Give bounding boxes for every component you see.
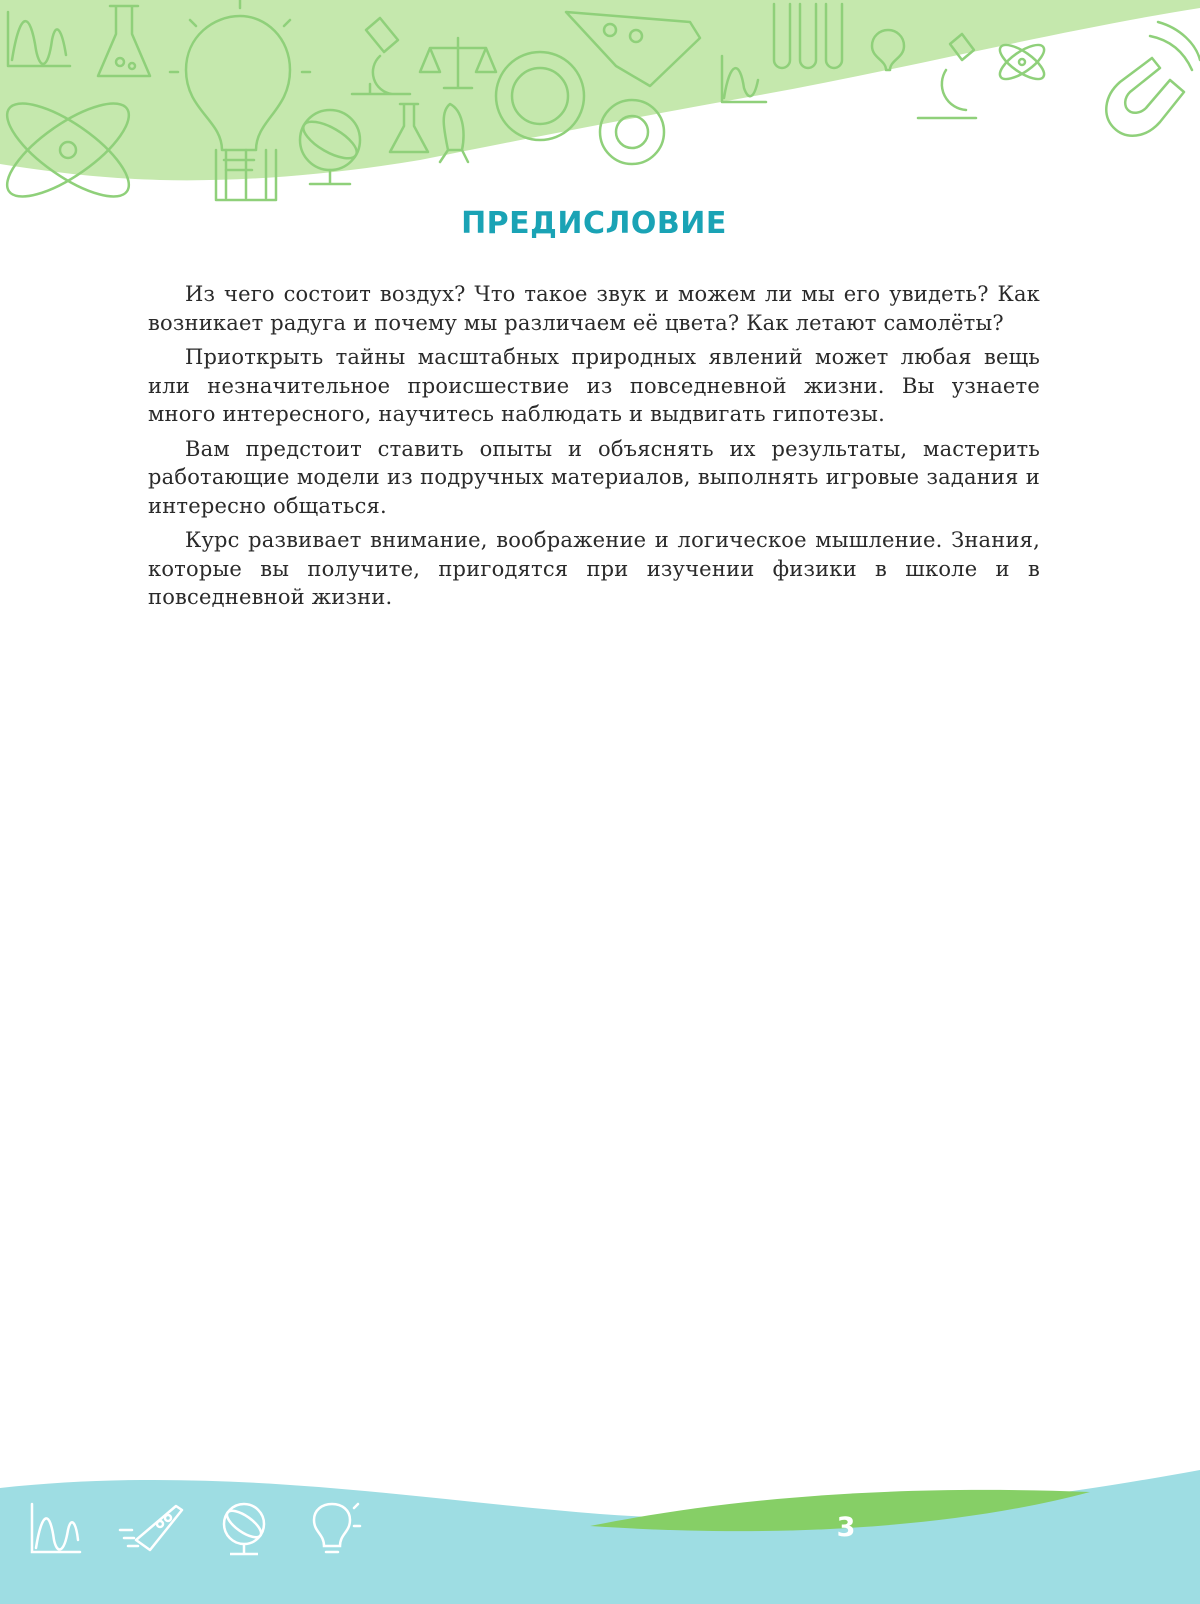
globe-icon — [216, 1500, 272, 1560]
body-text — [148, 280, 1040, 618]
paragraph: Приоткрыть тайны масштабных природных явлений может любая вещь или незначительное происшествие из повседневной жизни. Вы узнаете много интересного, научитесь наблюдать и выдвигать гипотезы. — [148, 345, 1040, 426]
paragraph: Вам предстоит ставить опыты и объяснять их результаты, мастерить работающие модели из подручных материалов, выполнять игровые задания и интересно общаться. — [148, 436, 1040, 518]
test-tubes-icon — [216, 150, 276, 200]
header-decoration — [0, 0, 1200, 240]
lightbulb-icon — [306, 1500, 362, 1560]
page-number: 3 — [836, 1512, 856, 1543]
paragraph: Курс развивает внимание, воображение и логическое мышление. Знания, которые вы получите, пригодятся при изучении физики в школе и в повседневной жизни. — [148, 528, 1040, 609]
page-title: ПРЕДИСЛОВИЕ — [461, 206, 727, 241]
atom-icon — [995, 39, 1049, 85]
sine-wave-icon — [28, 1500, 84, 1556]
paragraph: Из чего состоит воздух? Что такое звук и можем ли мы его увидеть? Как возникает радуга и почему мы различаем её цвета? Как летают самолёты? — [148, 282, 1040, 335]
magnet-icon — [1106, 22, 1200, 136]
rocket-icon — [116, 1500, 188, 1556]
